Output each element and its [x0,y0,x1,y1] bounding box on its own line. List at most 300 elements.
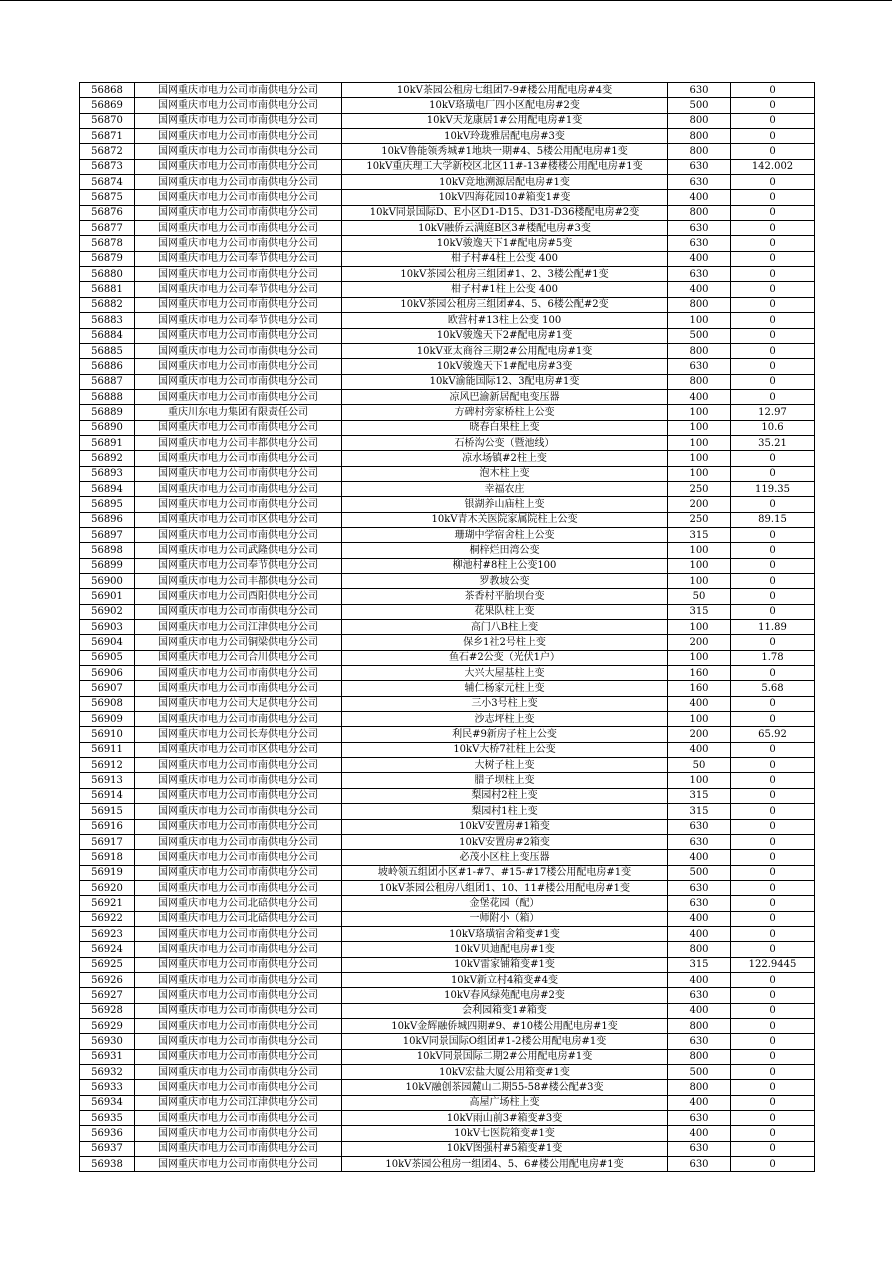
transformer-name-cell: 10kV亚太商谷三期2#公用配电房#1变 [342,343,668,358]
table-row [80,666,815,681]
company-cell: 国网重庆市电力公司市南供电分公司 [135,1065,342,1080]
transformer-name-cell: 10kV融创茶园麓山二期55-58#楼公配#3变 [342,1080,668,1095]
row-id-cell: 56922 [80,911,135,926]
row-id-cell: 56874 [80,175,135,190]
row-id-cell: 56901 [80,589,135,604]
row-id-cell: 56894 [80,481,135,496]
row-id-cell: 56896 [80,512,135,527]
transformer-name-cell: 花果队柱上变 [342,604,668,619]
company-cell: 国网重庆市电力公司市南供电分公司 [135,788,342,803]
row-id-cell: 56881 [80,282,135,297]
company-cell: 国网重庆市电力公司市南供电分公司 [135,1080,342,1095]
transformer-name-cell: 10kV茶园公租房七组团7-9#楼公用配电房#4变 [342,83,668,98]
capacity-cell: 400 [668,972,731,987]
row-id-cell: 56879 [80,251,135,266]
company-cell: 国网重庆市电力公司市南供电分公司 [135,497,342,512]
row-id-cell: 56931 [80,1049,135,1064]
row-id-cell: 56912 [80,758,135,773]
value-cell: 0 [731,712,815,727]
value-cell: 0 [731,880,815,895]
capacity-cell: 400 [668,850,731,865]
table-row [80,574,815,589]
row-id-cell: 56878 [80,236,135,251]
row-id-cell: 56898 [80,543,135,558]
capacity-cell: 630 [668,896,731,911]
company-cell: 国网重庆市电力公司市南供电分公司 [135,1111,342,1126]
value-cell: 0 [731,543,815,558]
capacity-cell: 800 [668,1080,731,1095]
row-id-cell: 56876 [80,205,135,220]
table-row [80,650,815,665]
value-cell: 0 [731,113,815,128]
row-id-cell: 56924 [80,942,135,957]
table-row [80,589,815,604]
company-cell: 国网重庆市电力公司市南供电分公司 [135,297,342,312]
capacity-cell: 100 [668,558,731,573]
value-cell: 0 [731,911,815,926]
capacity-cell: 100 [668,405,731,420]
row-id-cell: 56886 [80,359,135,374]
value-cell: 0 [731,574,815,589]
transformer-name-cell: 茶香村平胎坝台变 [342,589,668,604]
company-cell: 国网重庆市电力公司市南供电分公司 [135,83,342,98]
value-cell: 0 [731,773,815,788]
row-id-cell: 56937 [80,1141,135,1156]
transformer-name-cell: 必茂小区柱上变压器 [342,850,668,865]
value-cell: 0 [731,558,815,573]
row-id-cell: 56921 [80,896,135,911]
capacity-cell: 315 [668,788,731,803]
row-id-cell: 56913 [80,773,135,788]
company-cell: 国网重庆市电力公司市南供电分公司 [135,175,342,190]
table-row [80,942,815,957]
row-id-cell: 56917 [80,834,135,849]
transformer-name-cell: 10kV珞璜电厂四小区配电房#2变 [342,98,668,113]
table-row [80,742,815,757]
value-cell: 0 [731,359,815,374]
table-row [80,1034,815,1049]
value-cell: 142.002 [731,159,815,174]
capacity-cell: 100 [668,650,731,665]
transformer-name-cell: 凉风巴渝新居配电变压器 [342,389,668,404]
transformer-name-cell: 10kV鲁能领秀城#1地块一期#4、5楼公用配电房#1变 [342,144,668,159]
company-cell: 国网重庆市电力公司市南供电分公司 [135,481,342,496]
table-row [80,1003,815,1018]
row-id-cell: 56918 [80,850,135,865]
value-cell: 10.6 [731,420,815,435]
capacity-cell: 50 [668,589,731,604]
transformer-name-cell: 10kV雨山前3#箱变#3变 [342,1111,668,1126]
value-cell: 0 [731,389,815,404]
value-cell: 0 [731,788,815,803]
company-cell: 国网重庆市电力公司市南供电分公司 [135,466,342,481]
capacity-cell: 630 [668,359,731,374]
row-id-cell: 56895 [80,497,135,512]
row-id-cell: 56938 [80,1157,135,1172]
row-id-cell: 56883 [80,313,135,328]
company-cell: 国网重庆市电力公司丰都供电分公司 [135,574,342,589]
transformer-name-cell: 10kV茶园公租房三组团#1、2、3楼公配#1变 [342,267,668,282]
capacity-cell: 630 [668,1157,731,1172]
capacity-cell: 100 [668,420,731,435]
table-row [80,896,815,911]
row-id-cell: 56936 [80,1126,135,1141]
row-id-cell: 56880 [80,267,135,282]
transformer-name-cell: 10kV骏逸天下1#配电房#5变 [342,236,668,251]
capacity-cell: 630 [668,236,731,251]
table-row [80,558,815,573]
company-cell: 国网重庆市电力公司市区供电分公司 [135,742,342,757]
value-cell: 0 [731,635,815,650]
capacity-cell: 500 [668,865,731,880]
value-cell: 0 [731,696,815,711]
transformer-name-cell: 10kV骏逸天下1#配电房#3变 [342,359,668,374]
company-cell: 国网重庆市电力公司大足供电分公司 [135,696,342,711]
transformer-name-cell: 腊子坝柱上变 [342,773,668,788]
table-row [80,819,815,834]
capacity-cell: 400 [668,696,731,711]
company-cell: 国网重庆市电力公司市区供电分公司 [135,512,342,527]
row-id-cell: 56890 [80,420,135,435]
table-row [80,451,815,466]
value-cell: 0 [731,190,815,205]
value-cell: 0 [731,942,815,957]
capacity-cell: 400 [668,389,731,404]
company-cell: 国网重庆市电力公司市南供电分公司 [135,359,342,374]
capacity-cell: 500 [668,328,731,343]
value-cell: 0 [731,1111,815,1126]
row-id-cell: 56929 [80,1018,135,1033]
capacity-cell: 400 [668,911,731,926]
company-cell: 国网重庆市电力公司市南供电分公司 [135,267,342,282]
transformer-name-cell: 方碑村旁家桥柱上公变 [342,405,668,420]
table-row [80,205,815,220]
value-cell: 0 [731,804,815,819]
value-cell: 0 [731,98,815,113]
transformer-name-cell: 10kV茶园公租房八组团1、10、11#楼公用配电房#1变 [342,880,668,895]
table-row [80,758,815,773]
capacity-cell: 400 [668,742,731,757]
table-row [80,497,815,512]
row-id-cell: 56900 [80,574,135,589]
value-cell: 0 [731,1049,815,1064]
transformer-name-cell: 柑子村#1柱上公变 400 [342,282,668,297]
row-id-cell: 56907 [80,681,135,696]
company-cell: 国网重庆市电力公司丰都供电分公司 [135,435,342,450]
row-id-cell: 56928 [80,1003,135,1018]
company-cell: 国网重庆市电力公司市南供电分公司 [135,942,342,957]
row-id-cell: 56892 [80,451,135,466]
transformer-name-cell: 10kV茶园公租房一组团4、5、6#楼公用配电房#1变 [342,1157,668,1172]
row-id-cell: 56885 [80,343,135,358]
transformer-table [79,82,815,1172]
row-id-cell: 56875 [80,190,135,205]
company-cell: 国网重庆市电力公司市南供电分公司 [135,389,342,404]
value-cell: 0 [731,83,815,98]
company-cell: 国网重庆市电力公司市南供电分公司 [135,527,342,542]
table-row [80,129,815,144]
company-cell: 国网重庆市电力公司市南供电分公司 [135,221,342,236]
transformer-name-cell: 10kV竞地溯源居配电房#1变 [342,175,668,190]
transformer-name-cell: 梨园村2柱上变 [342,788,668,803]
table-row [80,988,815,1003]
value-cell: 0 [731,175,815,190]
capacity-cell: 400 [668,1095,731,1110]
transformer-name-cell: 10kV同景国际O组团#1-2楼公用配电房#1变 [342,1034,668,1049]
company-cell: 国网重庆市电力公司市南供电分公司 [135,972,342,987]
value-cell: 0 [731,267,815,282]
table-row [80,190,815,205]
value-cell: 0 [731,1003,815,1018]
value-cell: 0 [731,896,815,911]
table-row [80,850,815,865]
transformer-name-cell: 保乡1社2号柱上变 [342,635,668,650]
table-row [80,435,815,450]
transformer-table-body [80,83,815,1172]
row-id-cell: 56911 [80,742,135,757]
value-cell: 5.68 [731,681,815,696]
row-id-cell: 56889 [80,405,135,420]
company-cell: 国网重庆市电力公司合川供电分公司 [135,650,342,665]
transformer-name-cell: 会利园箱变1#箱变 [342,1003,668,1018]
capacity-cell: 315 [668,527,731,542]
row-id-cell: 56869 [80,98,135,113]
company-cell: 国网重庆市电力公司市南供电分公司 [135,880,342,895]
row-id-cell: 56933 [80,1080,135,1095]
row-id-cell: 56871 [80,129,135,144]
company-cell: 国网重庆市电力公司市南供电分公司 [135,666,342,681]
table-row [80,1049,815,1064]
value-cell: 0 [731,834,815,849]
table-row [80,620,815,635]
company-cell: 国网重庆市电力公司市南供电分公司 [135,712,342,727]
transformer-name-cell: 10kV茶园公租房三组团#4、5、6楼公配#2变 [342,297,668,312]
capacity-cell: 250 [668,481,731,496]
row-id-cell: 56902 [80,604,135,619]
transformer-name-cell: 鱼石#2公变（光伏1户） [342,650,668,665]
table-row [80,1065,815,1080]
table-row [80,788,815,803]
transformer-name-cell: 桐梓烂田湾公变 [342,543,668,558]
transformer-name-cell: 欧营村#13柱上公变 100 [342,313,668,328]
company-cell: 国网重庆市电力公司市南供电分公司 [135,1049,342,1064]
row-id-cell: 56904 [80,635,135,650]
row-id-cell: 56935 [80,1111,135,1126]
company-cell: 国网重庆市电力公司市南供电分公司 [135,850,342,865]
value-cell: 0 [731,236,815,251]
transformer-name-cell: 坡岭领五组团小区#1-#7、#15-#17楼公用配电房#1变 [342,865,668,880]
row-id-cell: 56930 [80,1034,135,1049]
table-row [80,374,815,389]
table-row [80,712,815,727]
company-cell: 国网重庆市电力公司市南供电分公司 [135,236,342,251]
company-cell: 国网重庆市电力公司市南供电分公司 [135,957,342,972]
transformer-name-cell: 10kV新立村4箱变#4变 [342,972,668,987]
company-cell: 国网重庆市电力公司市南供电分公司 [135,681,342,696]
transformer-name-cell: 10kV安置房#2箱变 [342,834,668,849]
table-row [80,1018,815,1033]
company-cell: 国网重庆市电力公司市南供电分公司 [135,129,342,144]
transformer-name-cell: 幸福农庄 [342,481,668,496]
table-row [80,420,815,435]
value-cell: 1.78 [731,650,815,665]
row-id-cell: 56925 [80,957,135,972]
capacity-cell: 800 [668,1049,731,1064]
capacity-cell: 800 [668,144,731,159]
table-row [80,1111,815,1126]
table-row [80,635,815,650]
company-cell: 国网重庆市电力公司市南供电分公司 [135,1157,342,1172]
value-cell: 0 [731,297,815,312]
company-cell: 国网重庆市电力公司江津供电分公司 [135,1095,342,1110]
capacity-cell: 630 [668,267,731,282]
value-cell: 0 [731,313,815,328]
company-cell: 国网重庆市电力公司市南供电分公司 [135,988,342,1003]
capacity-cell: 630 [668,988,731,1003]
company-cell: 国网重庆市电力公司市南供电分公司 [135,328,342,343]
company-cell: 国网重庆市电力公司北碚供电分公司 [135,911,342,926]
table-row [80,175,815,190]
company-cell: 国网重庆市电力公司市南供电分公司 [135,926,342,941]
row-id-cell: 56891 [80,435,135,450]
company-cell: 国网重庆市电力公司市南供电分公司 [135,604,342,619]
value-cell: 0 [731,1065,815,1080]
table-row [80,512,815,527]
table-row [80,389,815,404]
company-cell: 国网重庆市电力公司市南供电分公司 [135,1018,342,1033]
table-row [80,481,815,496]
value-cell: 0 [731,527,815,542]
company-cell: 国网重庆市电力公司北碚供电分公司 [135,896,342,911]
value-cell: 0 [731,282,815,297]
company-cell: 国网重庆市电力公司市南供电分公司 [135,773,342,788]
table-row [80,405,815,420]
transformer-name-cell: 10kV七医院箱变#1变 [342,1126,668,1141]
table-row [80,543,815,558]
value-cell: 0 [731,466,815,481]
transformer-name-cell: 10kV渝能国际12、3配电房#1变 [342,374,668,389]
capacity-cell: 800 [668,297,731,312]
capacity-cell: 800 [668,1018,731,1033]
transformer-name-cell: 10kV四海花园10#箱变1#变 [342,190,668,205]
company-cell: 国网重庆市电力公司奉节供电分公司 [135,282,342,297]
value-cell: 65.92 [731,727,815,742]
capacity-cell: 500 [668,98,731,113]
value-cell: 0 [731,251,815,266]
company-cell: 国网重庆市电力公司市南供电分公司 [135,865,342,880]
transformer-name-cell: 10kV金辉融侨城四期#9、#10楼公用配电房#1变 [342,1018,668,1033]
transformer-name-cell: 10kV雷家铺箱变#1变 [342,957,668,972]
capacity-cell: 630 [668,221,731,236]
capacity-cell: 160 [668,666,731,681]
row-id-cell: 56884 [80,328,135,343]
table-row [80,83,815,98]
transformer-name-cell: 10kV重庆理工大学新校区北区11#-13#楼楼公用配电房#1变 [342,159,668,174]
capacity-cell: 100 [668,574,731,589]
capacity-cell: 100 [668,543,731,558]
capacity-cell: 400 [668,251,731,266]
row-id-cell: 56897 [80,527,135,542]
table-row [80,527,815,542]
table-row [80,328,815,343]
value-cell: 11.89 [731,620,815,635]
row-id-cell: 56903 [80,620,135,635]
value-cell: 0 [731,926,815,941]
transformer-name-cell: 利民#9新房子柱上公变 [342,727,668,742]
company-cell: 国网重庆市电力公司市南供电分公司 [135,113,342,128]
capacity-cell: 630 [668,834,731,849]
capacity-cell: 500 [668,1065,731,1080]
transformer-name-cell: 大兴大屋基柱上变 [342,666,668,681]
row-id-cell: 56920 [80,880,135,895]
transformer-name-cell: 10kV安置房#1箱变 [342,819,668,834]
capacity-cell: 400 [668,1126,731,1141]
table-row [80,466,815,481]
value-cell: 0 [731,604,815,619]
capacity-cell: 800 [668,113,731,128]
company-cell: 国网重庆市电力公司江津供电分公司 [135,620,342,635]
transformer-name-cell: 高门八B柱上变 [342,620,668,635]
transformer-name-cell: 罗教坡公变 [342,574,668,589]
capacity-cell: 100 [668,466,731,481]
table-row [80,773,815,788]
transformer-name-cell: 沙志坪柱上变 [342,712,668,727]
capacity-cell: 630 [668,83,731,98]
value-cell: 0 [731,1141,815,1156]
row-id-cell: 56916 [80,819,135,834]
capacity-cell: 630 [668,1111,731,1126]
row-id-cell: 56868 [80,83,135,98]
company-cell: 国网重庆市电力公司市南供电分公司 [135,1141,342,1156]
capacity-cell: 400 [668,190,731,205]
table-row [80,159,815,174]
value-cell: 0 [731,144,815,159]
transformer-name-cell: 10kV骏逸天下2#配电房#1变 [342,328,668,343]
capacity-cell: 800 [668,129,731,144]
row-id-cell: 56908 [80,696,135,711]
transformer-name-cell: 晓春白果柱上变 [342,420,668,435]
company-cell: 国网重庆市电力公司市南供电分公司 [135,159,342,174]
page-top-rule [0,0,892,1]
transformer-name-cell: 10kV天龙康居1#公用配电房#1变 [342,113,668,128]
company-cell: 国网重庆市电力公司市南供电分公司 [135,374,342,389]
row-id-cell: 56906 [80,666,135,681]
table-row [80,880,815,895]
capacity-cell: 50 [668,758,731,773]
capacity-cell: 630 [668,819,731,834]
transformer-name-cell: 10kV珞璜宿舍箱变#1变 [342,926,668,941]
transformer-name-cell: 10kV春风绿苑配电房#2变 [342,988,668,1003]
transformer-name-cell: 10kV图强村#5箱变#1变 [342,1141,668,1156]
table-row [80,957,815,972]
value-cell: 0 [731,589,815,604]
capacity-cell: 160 [668,681,731,696]
value-cell: 0 [731,742,815,757]
capacity-cell: 400 [668,282,731,297]
table-row [80,727,815,742]
capacity-cell: 200 [668,727,731,742]
company-cell: 国网重庆市电力公司市南供电分公司 [135,343,342,358]
row-id-cell: 56905 [80,650,135,665]
table-row [80,1157,815,1172]
capacity-cell: 630 [668,175,731,190]
company-cell: 国网重庆市电力公司市南供电分公司 [135,834,342,849]
company-cell: 国网重庆市电力公司长寿供电分公司 [135,727,342,742]
capacity-cell: 200 [668,635,731,650]
table-row [80,681,815,696]
value-cell: 0 [731,972,815,987]
capacity-cell: 315 [668,804,731,819]
